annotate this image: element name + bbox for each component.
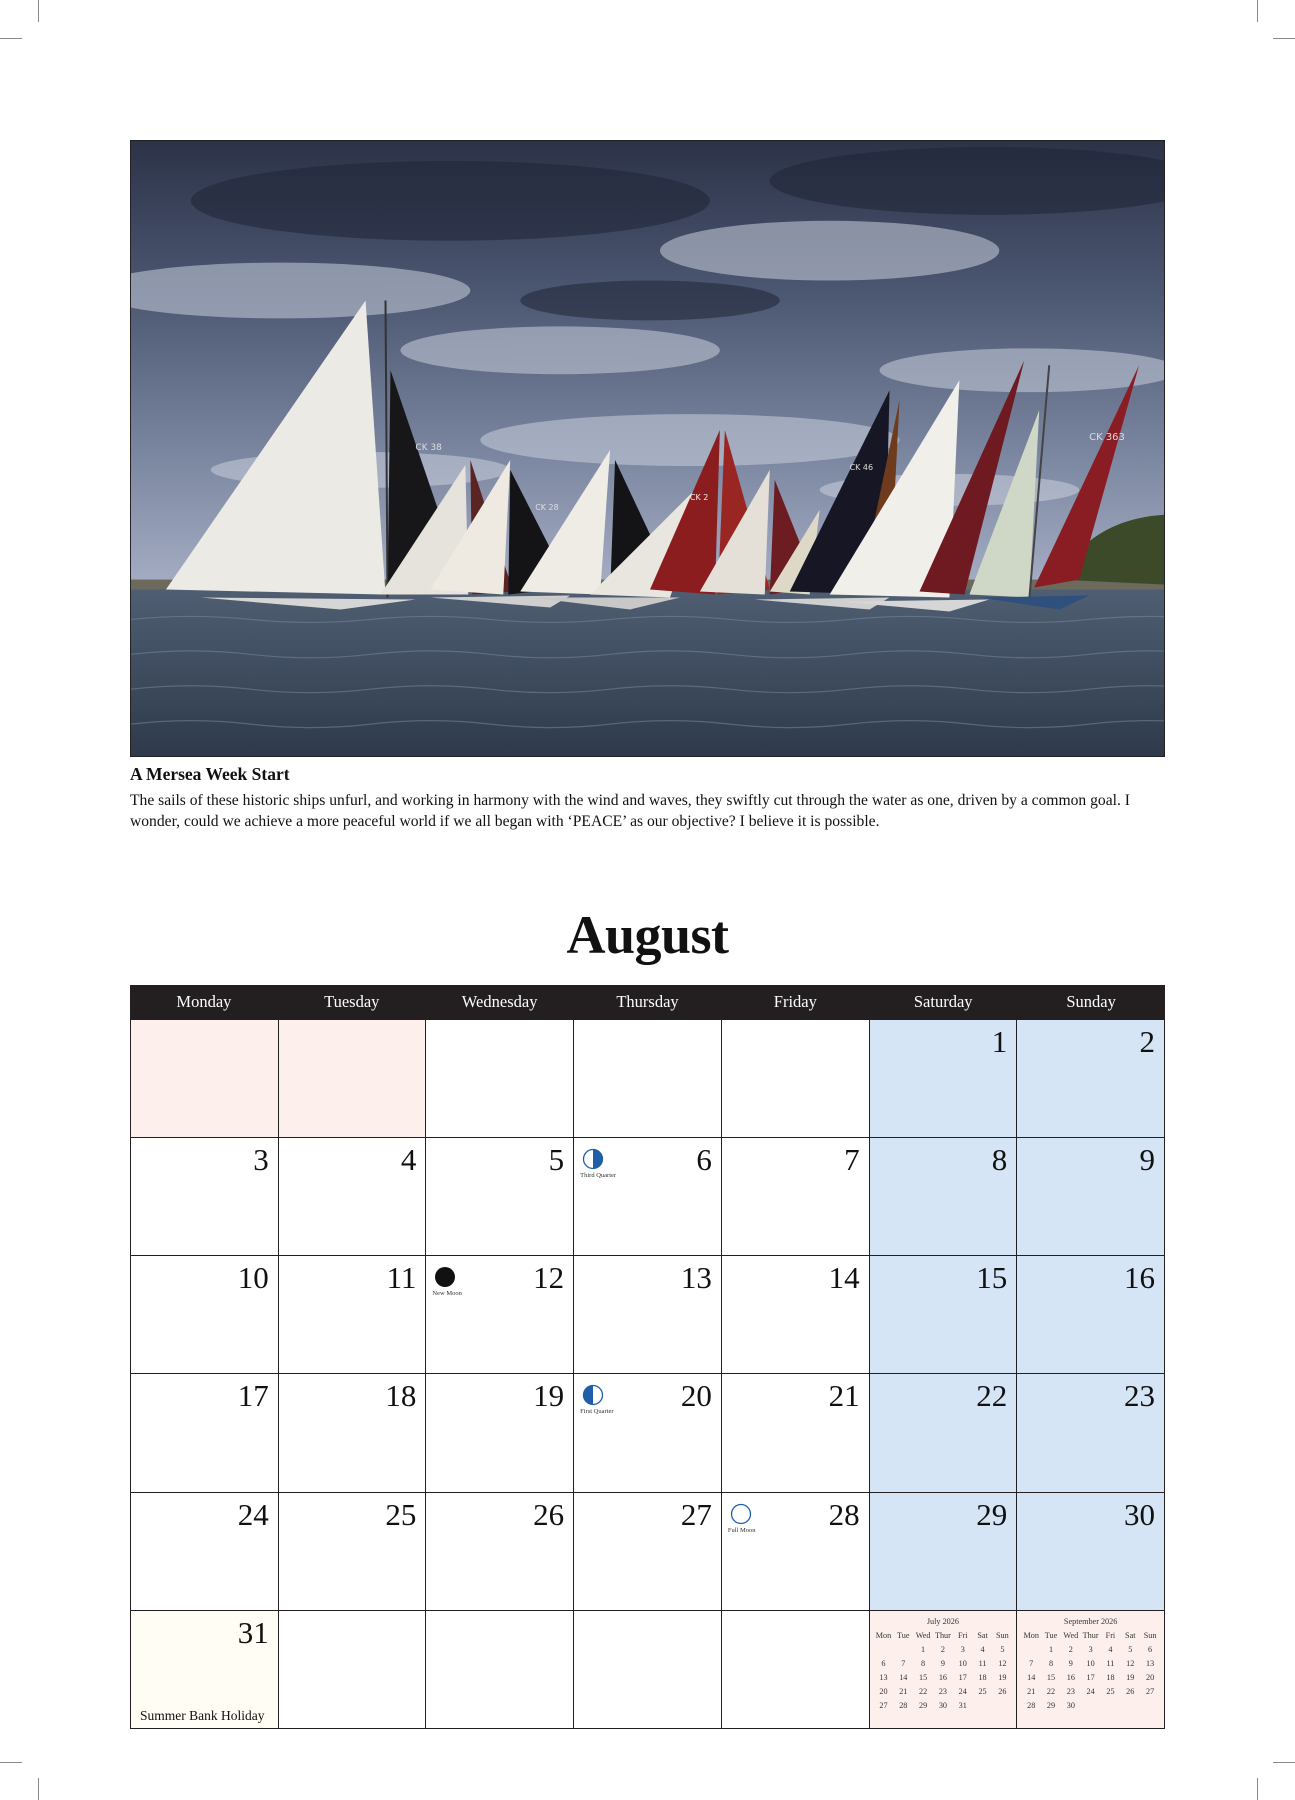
mini-weekday: Tue	[1044, 1630, 1058, 1640]
mini-day: 23	[938, 1686, 947, 1696]
mini-day: 8	[1048, 1658, 1054, 1668]
full-moon-icon	[730, 1503, 752, 1525]
mini-day: 31	[958, 1700, 967, 1710]
mini-day: 15	[1046, 1672, 1056, 1682]
mini-weekday: Tue	[897, 1630, 910, 1640]
empty-day-cell	[574, 1020, 722, 1138]
day-number: 16	[1123, 1260, 1155, 1296]
day-cell-7	[722, 1138, 870, 1256]
day-cell-5	[426, 1138, 574, 1256]
day-number: 11	[386, 1260, 417, 1296]
mini-day	[1021, 1644, 1041, 1655]
day-number: 30	[1123, 1496, 1155, 1532]
day-number: 1	[991, 1024, 1008, 1059]
holiday-label: Summer Bank Holiday	[140, 1707, 265, 1723]
day-number: 13	[680, 1260, 712, 1296]
sailing-boats-illustration	[131, 141, 1164, 756]
mini-day: 17	[1086, 1672, 1095, 1682]
mini-day: 25	[1106, 1686, 1115, 1696]
mini-day: 11	[1106, 1658, 1115, 1668]
day-cell-27	[574, 1493, 722, 1611]
mini-calendar-grid	[1021, 1630, 1160, 1711]
mini-day: 29	[1046, 1700, 1056, 1710]
empty-day-cell	[574, 1611, 722, 1729]
mini-weekday: Sun	[1143, 1630, 1157, 1640]
moon-phase-label: Third Quarter	[580, 1172, 617, 1180]
day-cell-31	[131, 1611, 279, 1729]
mini-day: 23	[1066, 1686, 1075, 1696]
mini-day: 10	[1086, 1658, 1095, 1668]
empty-day-cell	[426, 1611, 574, 1729]
weekday-label-wednesday: Wednesday	[461, 992, 538, 1011]
mini-day: 2	[940, 1644, 945, 1654]
mini-day: 14	[899, 1672, 908, 1682]
mini-weekday: Thur	[934, 1630, 951, 1640]
crop-mark	[0, 38, 22, 39]
mini-weekday: Wed	[915, 1630, 931, 1640]
weekday-label-tuesday: Tuesday	[324, 992, 380, 1011]
mini-day: 20	[1145, 1672, 1155, 1682]
crop-mark	[1257, 1778, 1258, 1800]
mini-day: 22	[1046, 1686, 1056, 1696]
day-cell-21	[722, 1374, 870, 1492]
svg-text:CK 38: CK 38	[415, 442, 442, 453]
mini-day: 13	[879, 1672, 888, 1682]
mini-weekday: Sun	[995, 1630, 1009, 1640]
day-cell-30	[1017, 1493, 1165, 1611]
day-number: 17	[237, 1378, 269, 1414]
day-number: 10	[237, 1260, 269, 1296]
moon-phase-label: Full Moon	[727, 1526, 756, 1534]
mini-day: 17	[958, 1672, 967, 1682]
mini-day: 14	[1027, 1672, 1036, 1682]
day-number: 6	[696, 1142, 712, 1178]
weekday-label-thursday: Thursday	[616, 992, 679, 1011]
mini-calendar	[874, 1617, 1013, 1711]
mini-day: 4	[1108, 1644, 1113, 1654]
mini-day: 30	[1066, 1700, 1075, 1710]
mini-day: 30	[938, 1700, 947, 1710]
day-number: 24	[237, 1496, 269, 1532]
crop-mark	[1273, 38, 1295, 39]
crop-mark	[1257, 0, 1258, 22]
day-number: 28	[828, 1496, 860, 1532]
mini-weekday: Mon	[875, 1630, 892, 1640]
sailing-photo	[130, 140, 1165, 757]
mini-day: 20	[879, 1686, 888, 1696]
mini-calendar-title: September 2026	[1063, 1616, 1118, 1626]
day-number: 4	[400, 1142, 417, 1178]
day-number: 18	[385, 1378, 417, 1414]
weekday-label-monday: Monday	[176, 992, 232, 1011]
mini-day: 1	[1048, 1644, 1054, 1654]
day-cell-14	[722, 1256, 870, 1374]
mini-day: 21	[899, 1686, 908, 1696]
weekday-label-sunday: Sunday	[1066, 992, 1116, 1011]
day-number: 2	[1139, 1024, 1155, 1059]
empty-day-cell	[722, 1020, 870, 1138]
mini-day: 26	[998, 1686, 1007, 1696]
day-cell-12	[426, 1256, 574, 1374]
day-cell-9	[1017, 1138, 1165, 1256]
mini-day	[874, 1644, 894, 1655]
mini-day: 29	[919, 1700, 928, 1710]
day-number: 29	[976, 1496, 1008, 1532]
day-cell-3	[131, 1138, 279, 1256]
crop-mark	[38, 1778, 39, 1800]
day-number: 23	[1123, 1378, 1155, 1414]
mini-day: 6	[1148, 1644, 1153, 1654]
day-cell-16	[1017, 1256, 1165, 1374]
day-number: 15	[976, 1260, 1008, 1296]
empty-day-cell	[1017, 1611, 1165, 1729]
mini-weekday: Thur	[1082, 1630, 1099, 1640]
day-cell-11	[279, 1256, 427, 1374]
mini-day: 16	[1066, 1672, 1075, 1682]
day-number: 21	[828, 1378, 860, 1414]
mini-weekday: Wed	[1063, 1630, 1079, 1640]
first-quarter-icon	[582, 1384, 604, 1406]
mini-day: 9	[1068, 1658, 1073, 1668]
day-number: 20	[680, 1378, 712, 1414]
mini-day: 3	[1088, 1644, 1093, 1654]
day-cell-6	[574, 1138, 722, 1256]
day-number: 19	[533, 1378, 565, 1414]
weekday-label-saturday: Saturday	[913, 992, 973, 1011]
mini-day: 7	[1029, 1658, 1034, 1668]
empty-day-cell	[279, 1020, 427, 1138]
day-number: 26	[533, 1496, 565, 1532]
day-cell-28	[722, 1493, 870, 1611]
day-number: 8	[991, 1142, 1008, 1178]
photo-caption-title: A Mersea Week Start	[130, 764, 290, 784]
day-number: 7	[844, 1142, 860, 1178]
mini-calendar-grid	[874, 1630, 1013, 1711]
empty-day-cell	[279, 1611, 427, 1729]
month-title: August	[566, 905, 729, 965]
empty-day-cell	[131, 1020, 279, 1138]
day-cell-8	[870, 1138, 1018, 1256]
calendar-grid	[130, 985, 1165, 1729]
weekday-label-friday: Friday	[773, 992, 817, 1011]
mini-day: 12	[998, 1658, 1007, 1668]
day-cell-1	[870, 1020, 1018, 1138]
crop-mark	[0, 1762, 22, 1763]
mini-day: 19	[1126, 1672, 1135, 1682]
moon-phase-label: First Quarter	[580, 1408, 614, 1416]
day-cell-2	[1017, 1020, 1165, 1138]
moon-phase-label: New Moon	[432, 1290, 462, 1298]
mini-calendar	[1021, 1617, 1160, 1711]
mini-day: 6	[881, 1658, 886, 1668]
day-cell-4	[279, 1138, 427, 1256]
mini-day: 18	[978, 1672, 987, 1682]
day-cell-25	[279, 1493, 427, 1611]
mini-day	[893, 1644, 913, 1655]
mini-calendar-title: July 2026	[926, 1616, 959, 1626]
day-number: 25	[385, 1496, 417, 1532]
mini-weekday: Sat	[977, 1630, 988, 1640]
svg-text:CK 46: CK 46	[849, 462, 874, 472]
mini-day: 13	[1145, 1658, 1155, 1668]
empty-day-cell	[870, 1611, 1018, 1729]
crop-mark	[1273, 1762, 1295, 1763]
mini-day: 10	[958, 1658, 967, 1668]
mini-day: 21	[1027, 1686, 1036, 1696]
crop-mark	[38, 0, 39, 22]
day-number: 27	[680, 1496, 712, 1532]
day-number: 12	[533, 1260, 565, 1296]
mini-day: 28	[1027, 1700, 1036, 1710]
day-cell-23	[1017, 1374, 1165, 1492]
mini-day: 8	[921, 1658, 926, 1668]
svg-text:CK 28: CK 28	[535, 502, 559, 512]
mini-day: 19	[998, 1672, 1007, 1682]
day-cell-17	[131, 1374, 279, 1492]
day-cell-10	[131, 1256, 279, 1374]
mini-weekday: Sat	[1125, 1630, 1136, 1640]
mini-day: 7	[901, 1658, 906, 1668]
empty-day-cell	[426, 1020, 574, 1138]
mini-day: 3	[960, 1644, 965, 1654]
day-number: 14	[828, 1260, 860, 1296]
day-number: 31	[237, 1614, 269, 1650]
day-cell-18	[279, 1374, 427, 1492]
mini-day: 28	[899, 1700, 908, 1710]
weekday-header-row	[130, 985, 1165, 1019]
new-moon-icon	[434, 1266, 456, 1288]
mini-day: 18	[1106, 1672, 1115, 1682]
day-cell-13	[574, 1256, 722, 1374]
mini-day: 25	[978, 1686, 987, 1696]
mini-day: 11	[978, 1658, 987, 1668]
svg-text:CK 363: CK 363	[1089, 432, 1125, 444]
mini-day: 5	[1128, 1644, 1133, 1654]
mini-day: 15	[919, 1672, 928, 1682]
mini-weekday: Fri	[957, 1630, 968, 1640]
day-cell-19	[426, 1374, 574, 1492]
day-number: 22	[976, 1378, 1008, 1414]
mini-day: 24	[958, 1686, 967, 1696]
day-cell-22	[870, 1374, 1018, 1492]
third-quarter-icon	[582, 1148, 604, 1170]
day-cell-29	[870, 1493, 1018, 1611]
mini-day: 22	[919, 1686, 928, 1696]
mini-day: 9	[940, 1658, 945, 1668]
mini-day: 2	[1068, 1644, 1073, 1654]
day-cell-15	[870, 1256, 1018, 1374]
calendar-days	[130, 1019, 1165, 1729]
mini-day: 27	[879, 1700, 888, 1710]
photo-caption-text: The sails of these historic ships unfurl, and working in harmony with the wind and waves, they swiftly cut through the water as one, driven by a common goal. I wonder, could we achieve a more peaceful world if we all began with ‘PEACE’ as our objective? I believe it is possible.	[130, 792, 1130, 830]
mini-day: 16	[938, 1672, 947, 1682]
mini-day: 26	[1126, 1686, 1135, 1696]
day-number: 9	[1139, 1142, 1155, 1178]
svg-text:CK 2: CK 2	[689, 492, 709, 502]
mini-weekday: Mon	[1023, 1630, 1039, 1640]
mini-day: 4	[980, 1644, 985, 1654]
mini-day: 24	[1086, 1686, 1095, 1696]
mini-day: 1	[921, 1644, 926, 1654]
mini-day: 5	[1000, 1644, 1005, 1654]
day-number: 5	[548, 1142, 565, 1178]
empty-day-cell	[722, 1611, 870, 1729]
day-cell-24	[131, 1493, 279, 1611]
day-number: 3	[253, 1142, 269, 1178]
day-cell-26	[426, 1493, 574, 1611]
mini-weekday: Fri	[1105, 1630, 1116, 1640]
mini-day: 27	[1145, 1686, 1155, 1696]
mini-day: 12	[1126, 1658, 1135, 1668]
day-cell-20	[574, 1374, 722, 1492]
